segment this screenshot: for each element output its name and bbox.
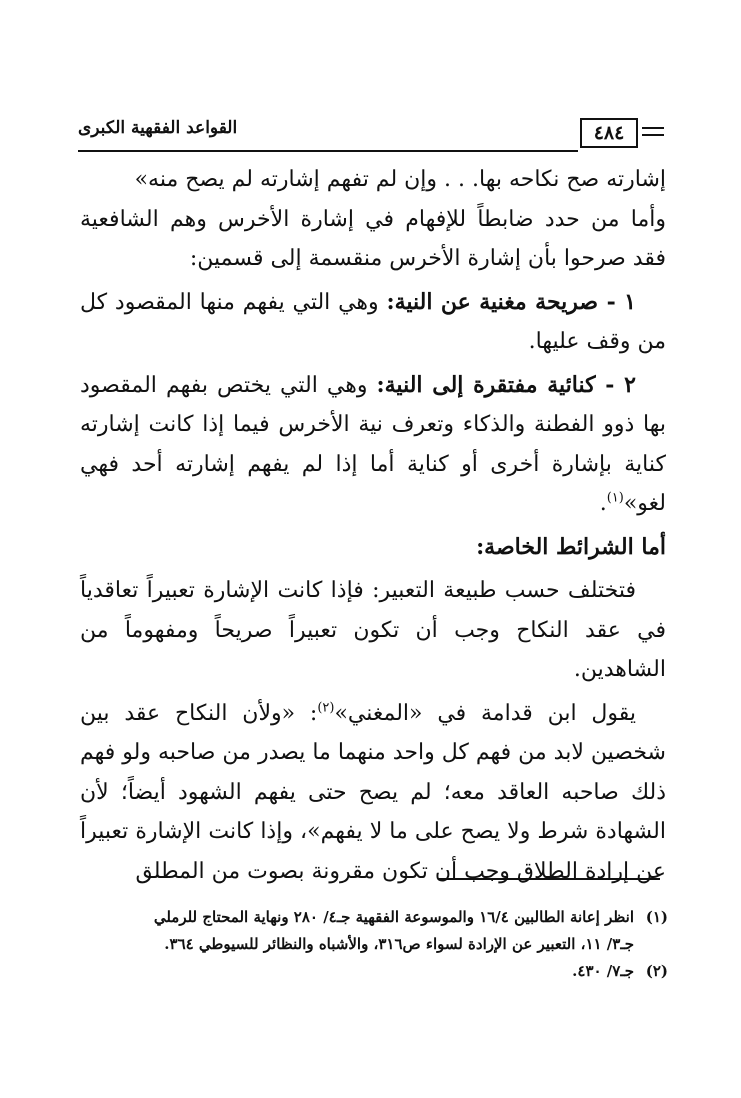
footnote-ref: (٢) <box>317 700 335 716</box>
footnote-number: (٢) <box>645 962 668 980</box>
list-item-period: . <box>599 491 607 516</box>
footnote-ref: (١) <box>606 490 624 506</box>
paragraph-expression: فتختلف حسب طبيعة التعبير: فإذا كانت الإشارة تعبيراً تعاقدياً في عقد النكاح وجب أن تكون تعبيراً صريحاً ومفهوماً من الشاهدين. <box>80 578 666 682</box>
header-dash <box>642 127 664 129</box>
list-item-label: ١ - صريحة مغنية عن النية: <box>386 288 636 315</box>
footnote-1 <box>72 904 668 931</box>
section-heading: أما الشرائط الخاصة: <box>476 533 666 560</box>
list-item-label: ٢ - كنائية مفتقرة إلى النية: <box>376 371 636 398</box>
paragraph-quote-end: إشارته صح نكاحه بها. . . وإن لم تفهم إشارته لم يصح منه» <box>134 167 666 192</box>
list-item-explicit <box>80 283 666 362</box>
list-item-text: وهي التي يختص بفهم المقصود بها ذوو الفطنة والذكاء وتعرف نية الأخرس فيما إذا كانت إشارته كناية بإشارة أخرى أو كناية أما إذا لم يفهم إشارته أحد فهي لغو» <box>80 372 666 516</box>
list-item-implicit <box>80 366 666 524</box>
main-text <box>80 160 666 891</box>
footnote-1-continued: جـ٣/ ١١، التعبير عن الإرادة لسواء ص٣١٦، والأشباه والنظائر للسيوطي ٣٦٤. <box>164 935 634 953</box>
footnote-text: جـ٧/ ٤٣٠. <box>572 962 634 980</box>
page-header <box>78 114 664 154</box>
running-title: القواعد الفقهية الكبرى <box>78 118 238 138</box>
paragraph-lead: يقول ابن قدامة في «المغني» <box>334 700 636 726</box>
header-rule <box>78 150 578 152</box>
footnote-2 <box>72 958 668 985</box>
paragraph-quote: : «ولأن النكاح عقد بين شخصين لابد من فهم كل واحد منهما ما يصدر من صاحبه ولو فهم ذلك صاحبه العاقد معه؛ لم يصح حتى يفهم الشهود أيضاً؛ لأن الشهادة شرط ولا يصح على ما لا يفهم»، وإذا كانت الإشارة تعبيراً عن إرادة الطلاق وجب أن تكون مقرونة بصوت من المطلق <box>80 700 666 884</box>
header-dash <box>642 134 664 136</box>
footnote-number: (١) <box>645 908 668 926</box>
paragraph-shafii: وأما من حدد ضابطاً للإفهام في إشارة الأخرس وهم الشافعية فقد صرحوا بأن إشارة الأخرس منقسمة إلى قسمين: <box>80 206 666 271</box>
footnote-separator <box>438 878 660 880</box>
list-item-text: وهي التي يفهم منها المقصود كل من وقف عليها. <box>80 289 666 354</box>
footnote-text: انظر إعانة الطالبين ١٦/٤ والموسوعة الفقهية جـ٤/ ٢٨٠ ونهاية المحتاج للرملي <box>153 908 634 926</box>
page-number: ٤٨٤ <box>580 118 638 148</box>
footnotes <box>72 904 668 985</box>
paragraph-ibn-qudama <box>80 694 666 892</box>
